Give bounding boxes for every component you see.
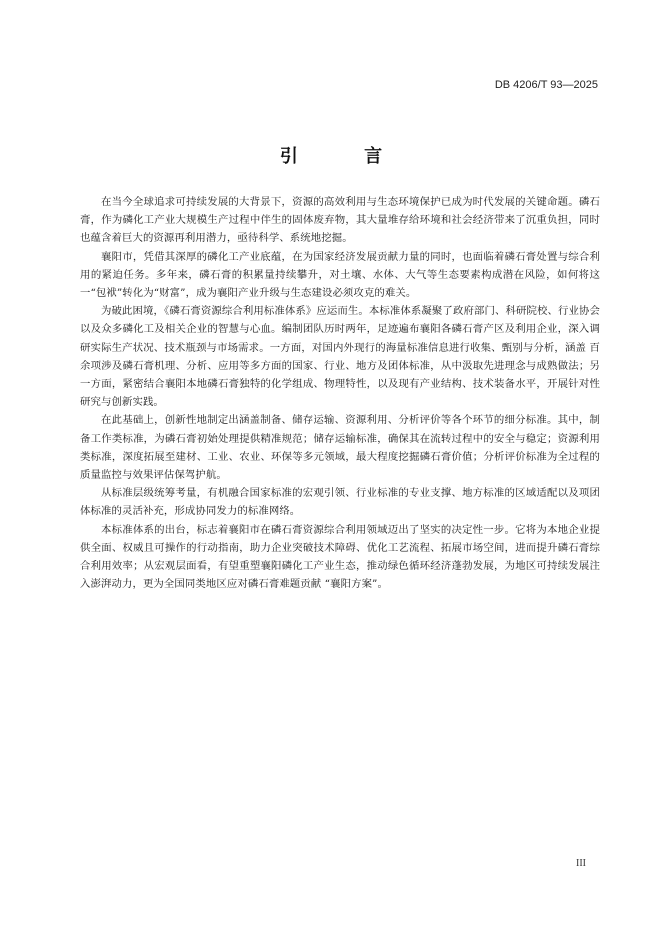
paragraph: 从标准层级统筹考量，有机融合国家标准的宏观引领、行业标准的专业支撑、地方标准的区域适配以及项团体标准的灵活补充，形成协同发力的标准网络。 [80, 487, 600, 518]
paragraph: 襄阳市，凭借其深厚的磷化工产业底蕴，在为国家经济发展贡献力量的同时，也面临着磷石膏处置与综合利用的紧迫任务。多年来，磷石膏的积累量持续攀升，对土壤、水体、大气等生态要素构成潜在风险，如何将这一“包袱”转化为“财富”，成为襄阳产业升级与生态建设必须攻克的难关。 [80, 250, 600, 300]
paragraph: 在当今全球追求可持续发展的大背景下，资源的高效利用与生态环境保护已成为时代发展的关键命题。磷石膏，作为磷化工产业大规模生产过程中伴生的固体废弃物，其大量堆存给环境和社会经济带来了沉重负担，同时也蕴含着巨大的资源再利用潜力，亟待科学、系统地挖掘。 [80, 196, 600, 245]
document-code: DB 4206/T 93—2025 [494, 79, 598, 91]
paragraph: 本标准体系的出台，标志着襄阳市在磷石膏资源综合利用领域迈出了坚实的决定性一步。它将为本地企业提供全面、权威且可操作的行动指南，助力企业突破技术障碍、优化工艺流程、拓展市场空间，进而提升磷石膏综合利用效率；从宏观层面看，有望重塑襄阳磷化工产业生态，推动绿色循环经济蓬勃发展，为地区可持续发展注入澎湃动力，更为全国同类地区应对磷石膏难题贡献 “襄阳方案”。 [80, 523, 600, 591]
body-text [80, 193, 600, 593]
paragraph: 为破此困境，《磷石膏资源综合利用标准体系》应运而生。本标准体系凝聚了政府部门、科研院校、行业协会以及众多磷化工及相关企业的智慧与心血。编制团队历时两年，足迹遍布襄阳各磷石膏产区及利用企业，深入调研实际生产状况、技术瓶颈与市场需求。一方面，对国内外现行的海量标准信息进行收集、甄别与分析，涵盖 百余项涉及磷石膏机理、分析、应用等多方面的国家、行业、地方及团体标准，从中汲取先进理念与成熟做法；另一方面，紧密结合襄阳本地磷石膏独特的化学组成、物理特性，以及现有产业结构、技术装备水平，开展针对性研究与创新实践。 [80, 305, 600, 409]
paragraph: 在此基础上，创新性地制定出涵盖制备、储存运输、资源利用、分析评价等各个环节的细分标准。其中，制备工作类标准，为磷石膏初始处理提供精准规范；储存运输标准，确保其在流转过程中的安全与稳定；资源利用类标准，深度拓展至建材、工业、农业、环保等多元领域，最大程度挖掘磷石膏价值；分析评价标准为全过程的质量监控与效果评估保驾护航。 [80, 414, 600, 482]
section-title: 引 言 [279, 146, 413, 167]
page-number: III [576, 858, 586, 869]
